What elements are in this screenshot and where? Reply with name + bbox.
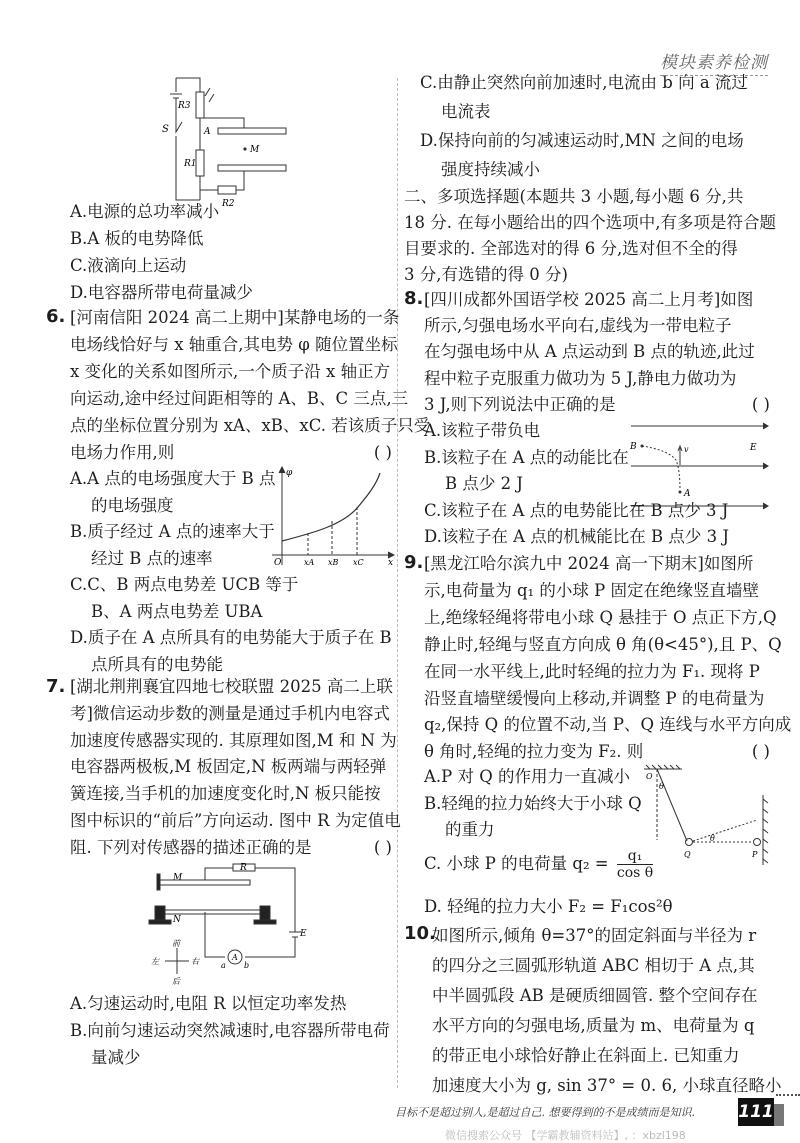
label-front: 前 [172,939,180,948]
option-label: B. [424,793,442,813]
label-b: B [630,442,637,452]
text-line: 二、多项选择题(本题共 3 小题,每小题 6 分,共 [404,187,744,206]
option-text: 的重力 [445,820,495,839]
option-text: A 点的电场强度大于 B 点 [87,469,276,488]
q5-options-continued [420,68,748,184]
label-m: M [173,873,183,883]
option-text: 的电场强度 [91,495,174,515]
option-label: A. [70,994,88,1013]
label-right: 右 [191,957,199,966]
text-line: 图中标识的“前后”方向运动. 图中 R 为定值电 [70,810,401,830]
label-back: 后 [172,977,180,986]
label-e: E [750,443,757,453]
label-a: a [221,961,226,970]
label-m: M [250,145,260,155]
q9-option-c [424,848,653,881]
text-line: 的带正电小球恰好静止在斜面上. 已知重力 [432,1046,740,1065]
text-line: θ 角时,轻绳的拉力变为 F₂. 则 [424,742,644,762]
option-line [70,572,392,599]
option-line [420,97,748,126]
answer-paren: ( ) [373,838,392,857]
label-a: A [204,127,211,137]
option-text: B 点少 2 J [445,474,523,493]
answer-paren: ( ) [751,742,770,761]
option-text: 经过 B 点的速率 [91,548,213,568]
section2-instructions [404,184,776,288]
option-line [424,524,729,551]
label-r3: R3 [178,101,191,111]
q5-options [70,198,253,306]
option-text: A 板的电势降低 [87,229,204,248]
option-text: 该粒子带负电 [441,421,541,440]
label-s: S [162,124,169,135]
q9-pendulum-figure [642,765,777,865]
option-text: 由静止突然向前加速时,电流由 b 向 a 流过 [437,73,748,92]
text-line: 簧连接,当手机的加速度变化时,N 板只能按 [70,784,381,804]
option-text: 小球 P 的电荷量 q₂ = [446,854,609,873]
option-label: C. [70,575,88,594]
label-phi: φ [286,468,293,478]
option-line [70,625,392,652]
text-line: 所示,匀强电场水平向右,虚线为一带电粒子 [424,316,732,336]
q6-number: 6. [46,306,66,327]
label-r1: R1 [184,159,197,169]
label-xa: xA [304,558,315,567]
answer-paren: ( ) [751,395,770,414]
option-label: C. [420,73,438,92]
option-line [70,1044,390,1071]
option-label: C. [424,854,442,873]
text-line: 点的坐标位置分别为 xA、xB、xC. 若该质子只受 [70,416,431,435]
option-text: 保持向前的匀减速运动时,MN 之间的电场 [437,131,744,150]
option-b [424,791,642,844]
q7-stem [70,674,401,862]
text-line: 在匀强电场中从 A 点运动到 B 点的轨迹,此过 [424,342,755,362]
text-line: [四川成都外国语学校 2025 高二上月考]如图 [424,290,754,309]
option-line [420,68,748,97]
text-line: [河南信阳 2024 高二上期中]某静电场的一条 [70,308,400,327]
q8-field-figure [628,420,773,510]
option-label: D. [420,131,438,150]
label-x: x [388,558,394,568]
option-line [70,599,392,626]
option-label: A. [70,202,88,221]
option-label: C. [424,500,442,520]
label-left: 左 [151,957,159,966]
text-line: 如图所示,倾角 θ=37°的固定斜面与半径为 r [432,926,757,945]
option-line [70,198,253,225]
option-text: 该粒子在 A 点的机械能比在 B 点少 3 J [441,527,730,546]
q9-number: 9. [404,552,424,573]
option-line [70,225,253,252]
q7-options [70,990,390,1071]
label-b: b [244,961,250,970]
text-line: 加速度大小为 g, sin 37° = 0. 6, 小球直径略小 [432,1076,782,1095]
text-line: 阻. 下列对传感器的描述正确的是 [70,837,312,857]
option-label: A. [70,469,88,488]
q7-number: 7. [46,676,66,697]
option-text: 点所具有的电势能 [91,654,223,674]
option-text: 轻绳的拉力大小 F₂ = F₁cos²θ [447,897,673,916]
option-d [420,126,748,184]
text-line: 在同一水平线上,此时轻绳的拉力为 F₁. 现将 P [424,661,760,681]
text-line: 18 分. 在每小题给出的四个选项中,有多项是符合题 [404,213,776,232]
option-label: D. [70,283,88,302]
numerator: q₁ [617,848,653,865]
label-theta2: θ [710,834,715,843]
q6-potential-graph [268,465,398,570]
label-q: Q [684,850,691,859]
answer-paren: ( ) [373,443,392,462]
label-xc: xC [353,558,364,567]
label-r: R [240,863,247,873]
option-label: B. [70,1021,88,1040]
text-line: 电场力作用,则 [70,443,175,462]
option-d [70,279,253,306]
q5-circuit-figure [160,72,300,209]
option-label: A. [424,767,442,786]
option-a [424,764,642,791]
option-text: 该粒子在 A 点的动能比在 [441,447,629,467]
option-text: 该粒子在 A 点的电势能比在 B 点少 3 J [441,500,729,520]
column-divider [397,78,398,1088]
option-line [70,1017,390,1044]
denominator: cos θ [616,865,654,881]
label-a: A [684,489,691,499]
option-a [70,990,390,1017]
text-line: 沿竖直墙壁缓慢向上移动,并调整 P 的电荷量为 [424,688,765,708]
text-line: 电容器两极板,M 板固定,N 板两端与两轻弹 [70,757,387,777]
option-label: B. [424,447,442,467]
text-line: q₂,保持 Q 的位置不动,当 P、Q 连线与水平方向成 [424,715,792,735]
q8-stem [424,287,770,418]
text-line: 3 J,则下列说法中正确的是 [424,394,616,414]
option-c [70,252,253,279]
q6-stem [70,304,431,466]
option-c [70,572,392,625]
option-text: C、B 两点电势差 UCB 等于 [87,575,299,594]
option-d [70,625,392,678]
q9-options-ab [424,764,642,844]
q9-stem [424,551,792,766]
option-text: 强度持续减小 [441,160,540,179]
option-c [420,68,748,126]
text-line: 静止时,轻绳与竖直方向成 θ 角(θ<45°),且 P、Q [424,634,782,654]
q10-stem [432,921,782,1101]
ammeter-label: A [232,953,238,962]
label-xb: xB [328,558,339,567]
option-line [424,791,642,818]
text-line: 示,电荷量为 q₁ 的小球 P 固定在绝缘竖直墙壁 [424,580,760,600]
option-label: D. [424,527,442,546]
text-line: 电场线恰好与 x 轴重合,其电势 φ 随位置坐标 [70,335,398,354]
option-text: 液滴向上运动 [87,256,187,275]
text-line: 考]微信运动步数的测量是通过手机内电容式 [70,703,390,723]
option-text: 匀速运动时,电阻 R 以恒定功率发热 [87,994,347,1013]
option-text: B、A 两点电势差 UBA [91,601,263,621]
text-line: 加速度传感器实现的. 其原理如图,M 和 N 为 [70,730,397,750]
option-line [70,990,390,1017]
text-line: [黑龙江哈尔滨九中 2024 高一下期末]如图所 [424,554,754,573]
option-label: C. [70,256,88,275]
label-r2: R2 [222,199,235,209]
option-text: P 对 Q 的作用力一直减小 [441,767,631,786]
option-a [70,198,253,225]
text-line: 程中粒子克服重力做功为 5 J,静电力做功为 [424,368,737,388]
option-text: 质子在 A 点所具有的电势能大于质子在 B [87,628,392,647]
option-label: D. [70,628,88,647]
text-line: [湖北荆荆襄宜四地七校联盟 2025 高二上联 [70,677,393,696]
option-text: 电流表 [441,102,491,121]
option-b [70,1017,390,1071]
q9-option-d [424,893,673,917]
text-line: 水平方向的匀强电场,质量为 m、电荷量为 q [432,1016,755,1035]
text-line: 中半圆弧段 AB 是硬质细圆管. 整个空间存在 [432,986,758,1005]
option-line [420,126,748,155]
label-v: v [684,445,689,454]
page-decoration [776,1094,800,1096]
option-text: 轻绳的拉力始终大于小球 Q [441,793,642,813]
option-text: 电容器所带电荷量减少 [87,283,253,302]
text-line: 向运动,途中经过间距相等的 A、B、C 三点,三 [70,389,409,408]
option-line [70,279,253,306]
label-e: E [300,929,307,939]
q7-sensor-figure [145,862,315,987]
text-line: x 变化的关系如图所示,一个质子沿 x 轴正方 [70,362,391,381]
footer-motto: 目标不是超过别人,是超过自己. 想要得到的不是成绩而是知识. [395,1106,695,1119]
option-line [424,764,642,791]
q10-number: 10. [404,923,436,944]
label-theta1: θ [659,782,664,791]
option-text: 向前匀速运动突然减速时,电容器所带电荷 [87,1021,390,1040]
page-number: 111 [738,1098,774,1126]
section-header: 模块素养检测 [660,48,768,76]
option-label: D. [424,897,442,916]
text-line: 目要求的. 全部选对的得 6 分,选对但不全的得 [404,239,738,258]
option-label: B. [70,522,88,541]
label-n: N [173,915,181,925]
option-line [424,817,642,844]
option-text: 量减少 [91,1048,141,1067]
text-line: 的四分之三圆弧形轨道 ABC 相切于 A 点,其 [432,956,755,975]
label-o: O [646,772,653,781]
option-line [70,252,253,279]
option-b [70,225,253,252]
option-line [420,155,748,184]
text-line: 上,绝缘轻绳将带电小球 Q 悬挂于 O 点正下方,Q [424,607,777,627]
option-label: A. [424,421,442,440]
text-line: 3 分,有选错的得 0 分) [404,265,568,284]
option-text: 电源的总功率减小 [87,202,220,221]
label-p: P [752,850,758,859]
q8-number: 8. [404,288,424,309]
label-origin: O [274,558,282,568]
option-label: B. [70,229,88,248]
watermark: 微信搜索公众号 【学霸教辅资料站】, ：xbzl198 [445,1129,686,1142]
option-d [424,524,729,551]
option-text: 质子经过 A 点的速率大于 [87,522,275,541]
